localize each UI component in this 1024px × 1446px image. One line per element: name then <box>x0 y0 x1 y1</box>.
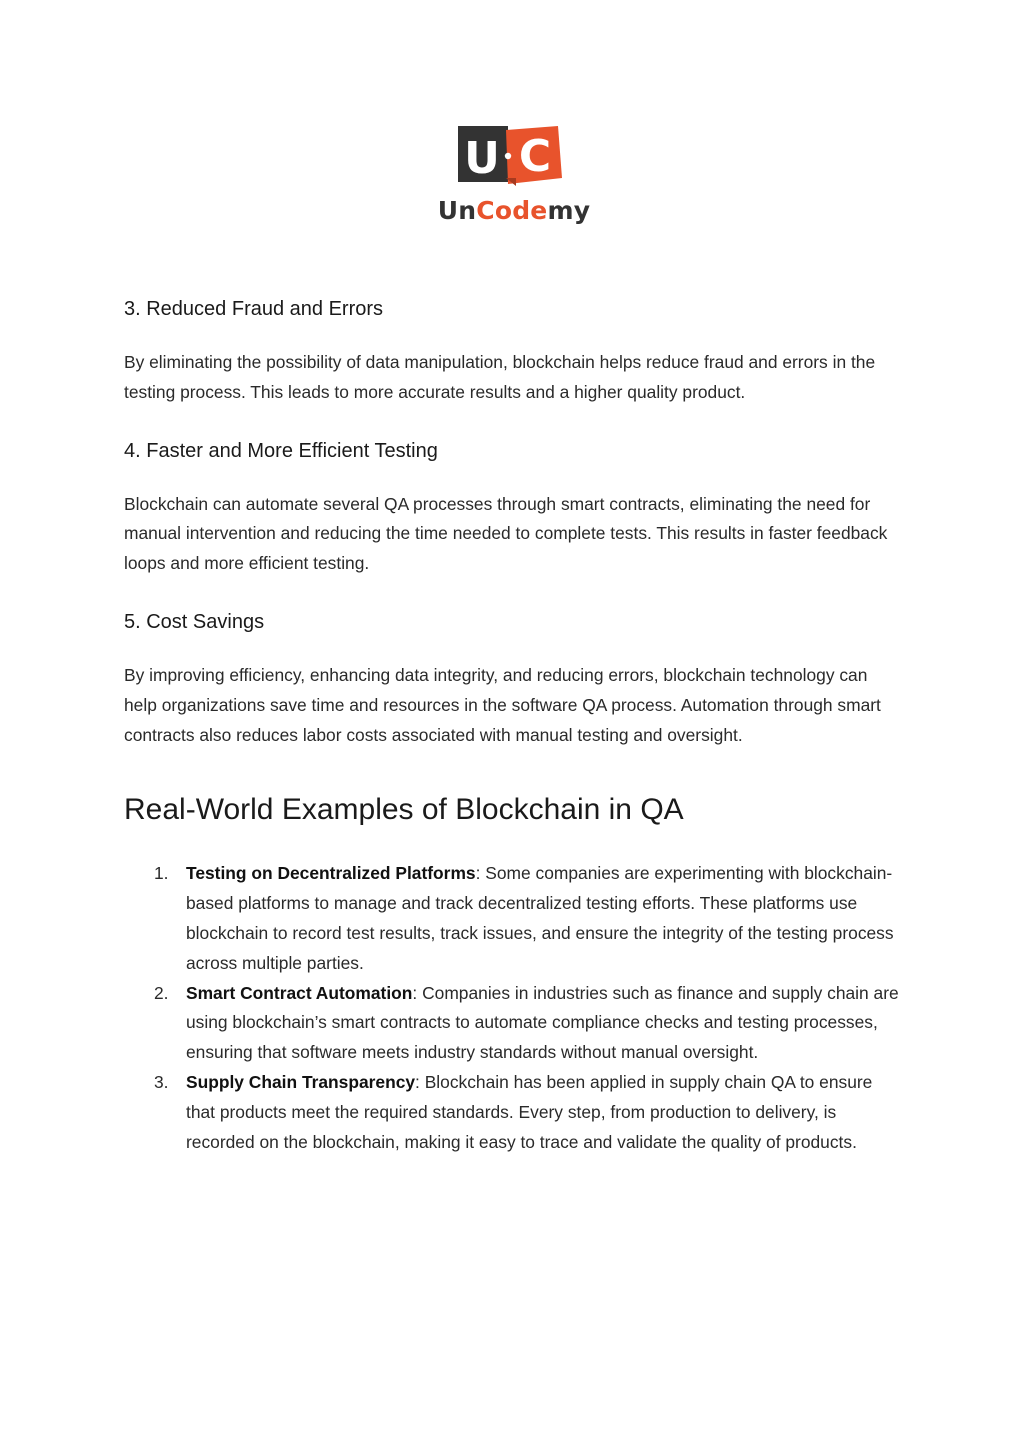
list-item-term: Smart Contract Automation <box>186 982 413 1003</box>
uncodemy-logo <box>424 122 604 232</box>
list-item-text: : Some companies are experimenting with blockchain-based platforms to manage and track decentralized testing efforts. These platforms use blockchain to record test results, track issues, and ensure the integrity of the testing process across multiple parties. <box>186 863 894 973</box>
uc-logo-mark <box>458 126 564 186</box>
wordmark-part-un: Un <box>437 196 477 225</box>
logo-wordmark <box>424 196 604 225</box>
document-content <box>124 294 904 1157</box>
list-item-term: Supply Chain Transparency <box>186 1071 416 1092</box>
section-body-faster-testing: Blockchain can automate several QA processes through smart contracts, eliminating the need for manual intervention and reducing the time needed to complete tests. This results in faster feedback loops and more efficient testing. <box>124 493 888 574</box>
section-body-reduced-fraud: By eliminating the possibility of data manipulation, blockchain helps reduce fraud and errors in the testing process. This leads to more accurate results and a higher quality product. <box>124 352 876 402</box>
list-item <box>124 979 904 1068</box>
section-body-cost-savings: By improving efficiency, enhancing data integrity, and reducing errors, blockchain technology can help organizations save time and resources in the software QA process. Automation through smart contracts also reduces labor costs associated with manual testing and oversight. <box>124 664 881 745</box>
list-item <box>124 1068 904 1157</box>
list-item-text: : Blockchain has been applied in supply chain QA to ensure that products meet the required standards. Every step, from production to delivery, is recorded on the blockchain, making it easy to trace and validate the quality of products. <box>186 1071 873 1152</box>
section-heading-cost-savings: 5. Cost Savings <box>124 610 265 633</box>
list-item-term: Testing on Decentralized Platforms <box>186 863 476 884</box>
list-item-number: 1. <box>154 863 169 884</box>
wordmark-part-code: Code <box>476 196 548 225</box>
examples-heading: Real-World Examples of Blockchain in QA <box>124 793 684 827</box>
list-item <box>124 859 904 978</box>
list-item-text: : Companies in industries such as finance and supply chain are using blockchain’s smart contracts to automate compliance checks and testing processes, ensuring that software meets industry standards without manual oversight. <box>186 982 899 1063</box>
logo-mark-right-letter: C <box>518 131 552 182</box>
section-heading-faster-testing: 4. Faster and More Efficient Testing <box>124 439 438 462</box>
list-item-number: 2. <box>154 982 169 1003</box>
list-item-number: 3. <box>154 1071 169 1092</box>
logo-mark-left-letter: U <box>464 133 500 184</box>
wordmark-part-my: my <box>547 196 591 225</box>
section-heading-reduced-fraud: 3. Reduced Fraud and Errors <box>124 298 384 320</box>
examples-list <box>124 859 904 1157</box>
